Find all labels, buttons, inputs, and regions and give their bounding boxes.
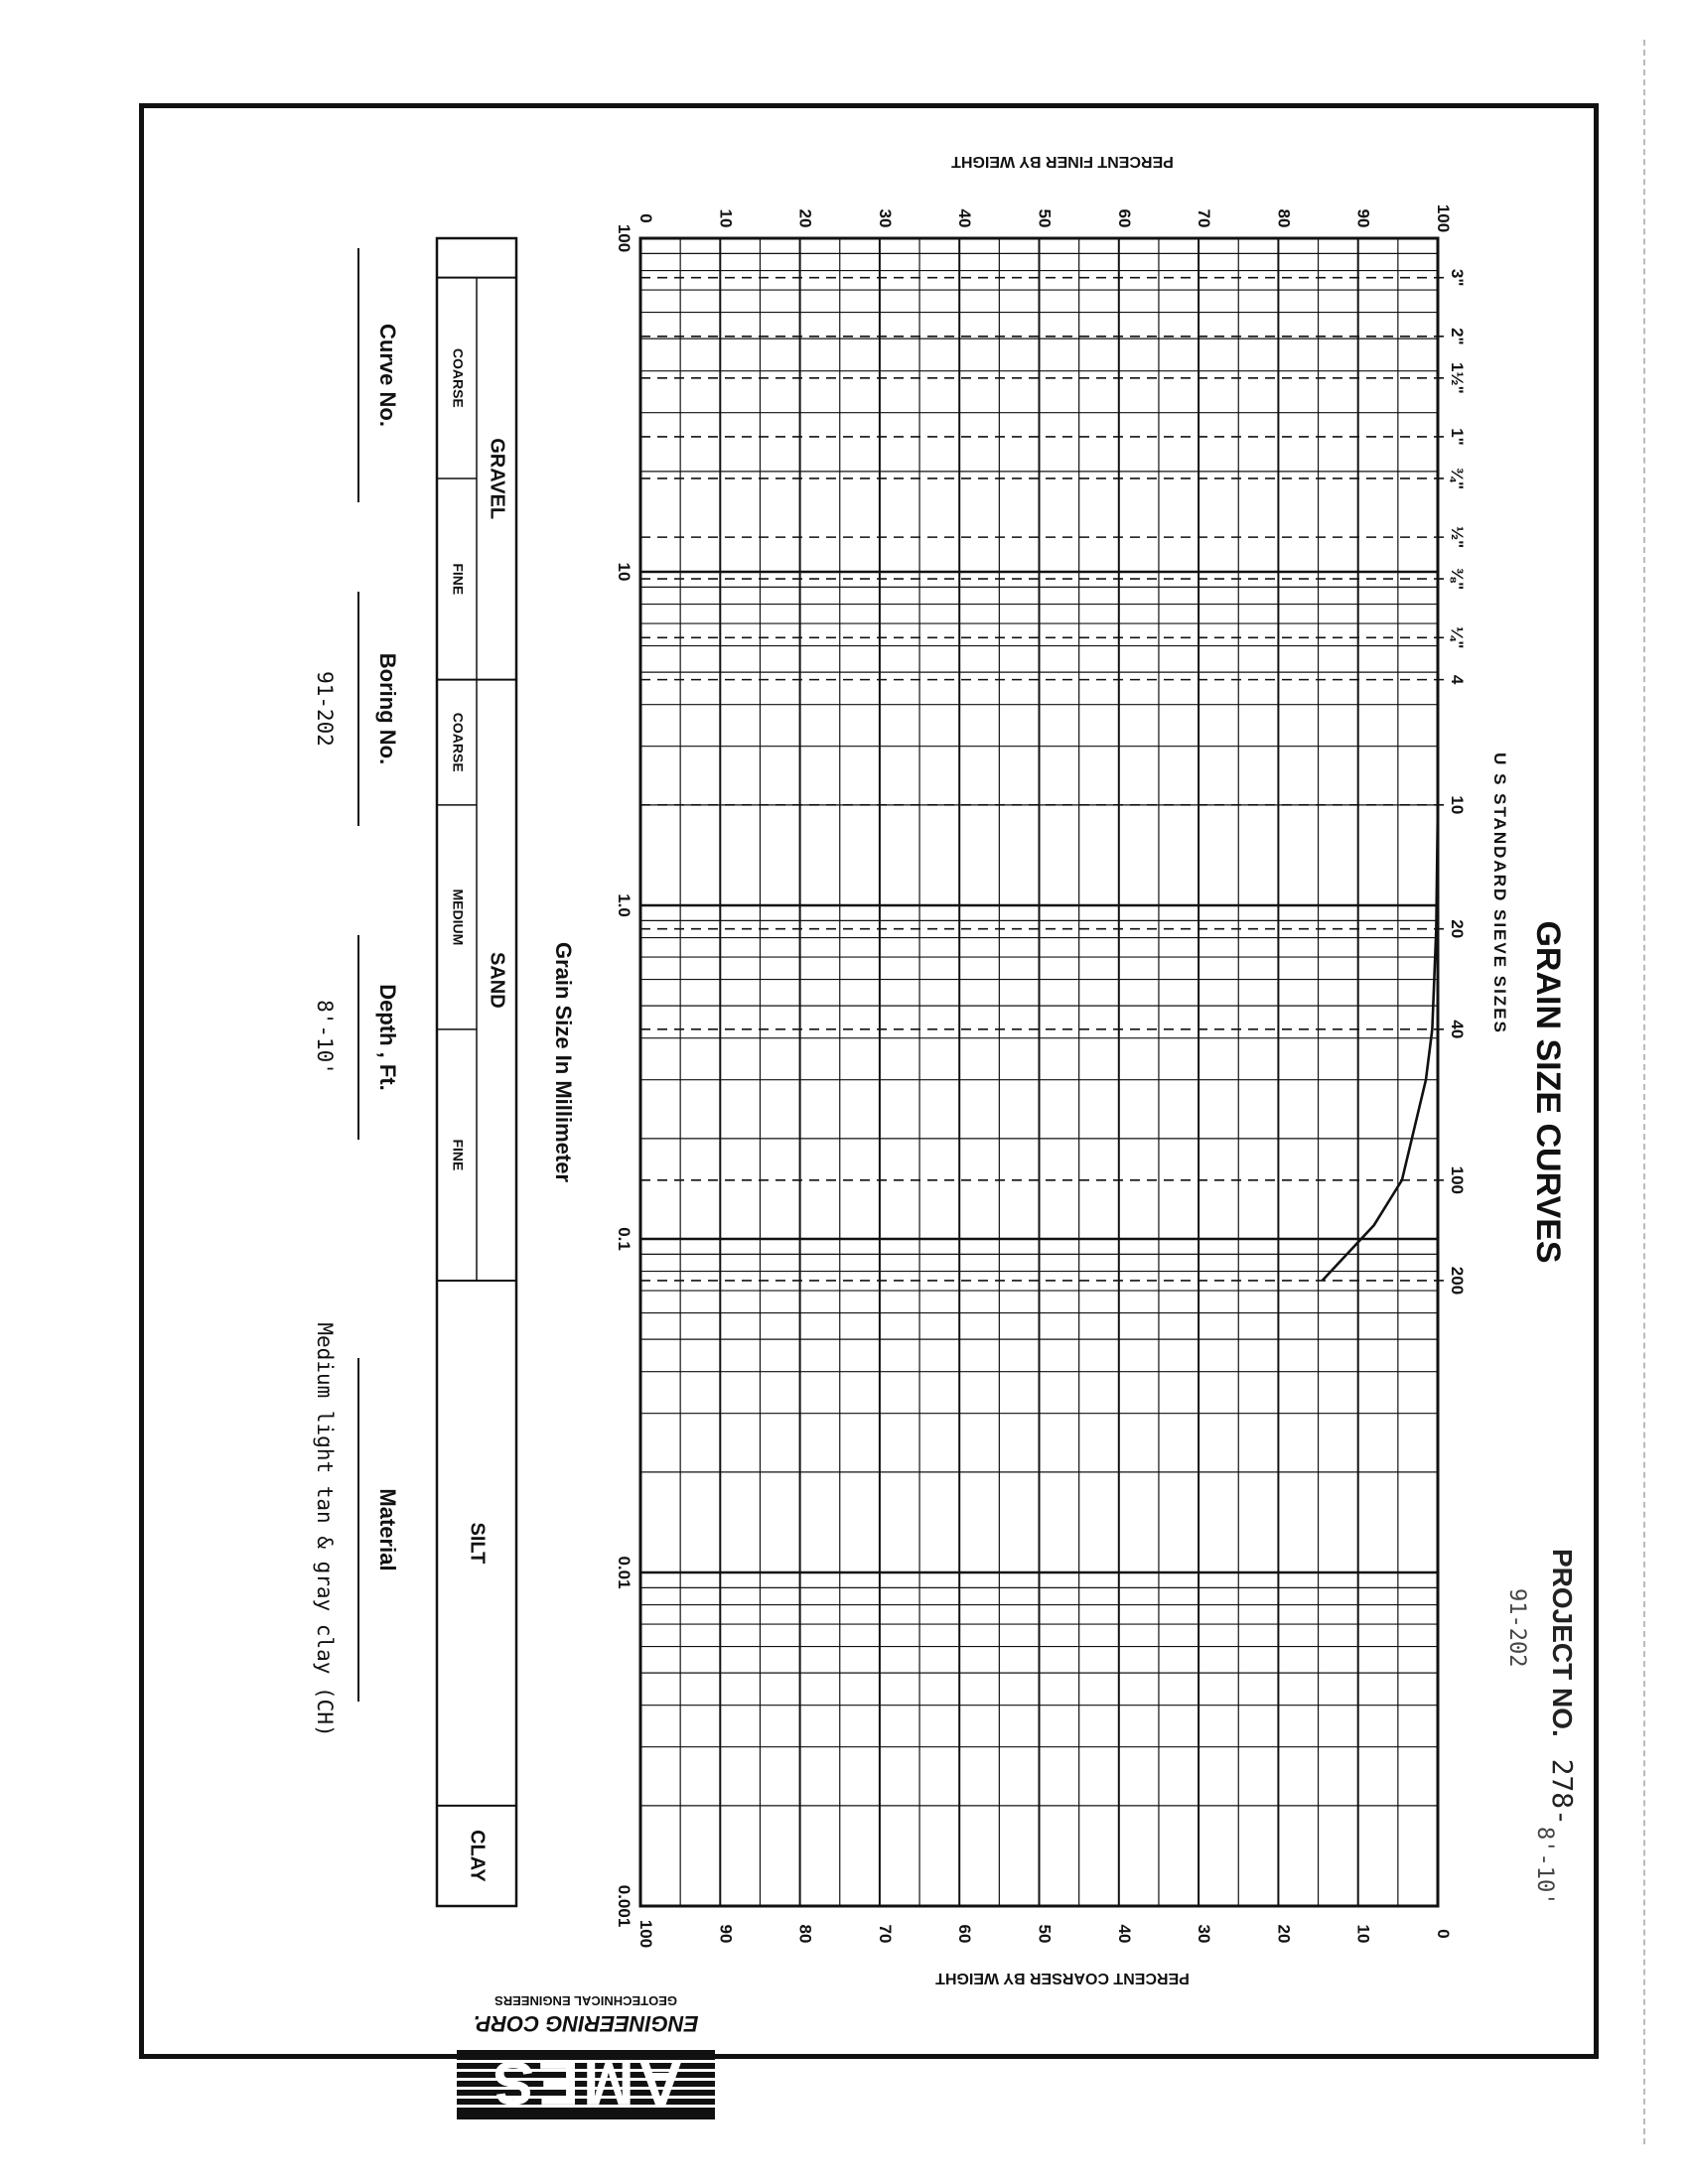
sieve-label: 200 bbox=[1448, 1266, 1467, 1296]
y2-tick-label: 50 bbox=[1035, 1924, 1055, 1944]
y-tick-label: 0 bbox=[636, 213, 655, 223]
project-number-label bbox=[1546, 1549, 1579, 1826]
logo-name: AMES bbox=[489, 2048, 683, 2116]
y2-tick-label: 30 bbox=[1195, 1924, 1214, 1944]
y2-axis-label: PERCENT COARSER BY WEIGHT bbox=[935, 1970, 1190, 1986]
info-value: 91-202 bbox=[313, 671, 337, 747]
logo-company: ENGINEERING CORP. bbox=[473, 2011, 699, 2036]
company-logo bbox=[457, 1993, 715, 2119]
y-tick-label: 40 bbox=[955, 208, 975, 228]
sieve-label: 40 bbox=[1448, 1020, 1467, 1039]
x-axis-label: Grain Size In Millimeter bbox=[551, 941, 576, 1183]
sieve-label: ¾" bbox=[1448, 467, 1467, 490]
y2-tick-label: 90 bbox=[716, 1924, 736, 1944]
y-tick-label: 20 bbox=[795, 208, 815, 228]
class-sand-medium: MEDIUM bbox=[450, 888, 467, 946]
y2-tick-label: 40 bbox=[1114, 1924, 1134, 1944]
sieve-label: 100 bbox=[1448, 1165, 1467, 1195]
sieve-label: ¼" bbox=[1448, 626, 1467, 649]
y2-tick-label: 0 bbox=[1434, 1929, 1453, 1939]
info-header: Material bbox=[375, 1488, 400, 1571]
sieve-layer bbox=[640, 269, 1467, 1295]
x-tick-label: 10 bbox=[615, 562, 634, 582]
y2-tick-label: 80 bbox=[795, 1924, 815, 1944]
class-clay: CLAY bbox=[466, 1830, 489, 1882]
sieve-label: 10 bbox=[1448, 795, 1467, 815]
x-tick-label: 0.01 bbox=[615, 1556, 634, 1589]
y-tick-label: 50 bbox=[1035, 208, 1055, 228]
class-gravel: GRAVEL bbox=[486, 438, 508, 520]
y-tick-label: 100 bbox=[1434, 204, 1453, 233]
sieve-label: ½" bbox=[1448, 525, 1467, 549]
grid-layer bbox=[640, 238, 1438, 1906]
sieve-label: 20 bbox=[1448, 919, 1467, 939]
class-gravel-coarse: COARSE bbox=[450, 347, 467, 408]
curve-layer bbox=[1323, 680, 1438, 1281]
class-sand: SAND bbox=[486, 951, 508, 1009]
y2-tick-label: 60 bbox=[955, 1924, 975, 1944]
chart-title: GRAIN SIZE CURVES bbox=[1529, 920, 1567, 1264]
sieve-label: 2" bbox=[1448, 328, 1467, 345]
info-header: Depth , Ft. bbox=[375, 984, 400, 1091]
tick-layer bbox=[615, 205, 1453, 1948]
handwritten-boring: 91-202 bbox=[1504, 1588, 1529, 1668]
y-tick-label: 10 bbox=[716, 208, 736, 228]
y-tick-label: 60 bbox=[1114, 208, 1134, 228]
sieve-label: 3" bbox=[1448, 268, 1467, 287]
x-tick-label: 100 bbox=[615, 223, 634, 253]
info-header: Boring No. bbox=[375, 652, 400, 765]
class-silt: SILT bbox=[466, 1522, 489, 1565]
y-tick-label: 80 bbox=[1274, 208, 1294, 228]
y-tick-label: 70 bbox=[1195, 208, 1214, 228]
x-tick-label: 0.1 bbox=[615, 1227, 634, 1251]
sieve-label: 1½" bbox=[1448, 361, 1467, 394]
soil-class-table bbox=[437, 238, 516, 1906]
y-axis-label: PERCENT FINER BY WEIGHT bbox=[951, 153, 1174, 170]
info-value: Medium light tan & gray clay (CH) bbox=[313, 1322, 337, 1737]
class-sand-fine: FINE bbox=[450, 1139, 467, 1171]
y2-tick-label: 70 bbox=[875, 1924, 895, 1944]
class-sand-coarse: COARSE bbox=[450, 712, 467, 772]
y-tick-label: 30 bbox=[875, 208, 895, 228]
y2-tick-label: 100 bbox=[636, 1919, 655, 1949]
sieve-label: 4 bbox=[1448, 674, 1467, 685]
sieve-axis-label: U S STANDARD SIEVE SIZES bbox=[1490, 752, 1509, 1034]
class-gravel-fine: FINE bbox=[450, 563, 467, 596]
logo-tagline: GEOTECHNICAL ENGINEERS bbox=[494, 1993, 677, 2008]
y-tick-label: 90 bbox=[1353, 208, 1373, 228]
handwritten-depth: 8'-10' bbox=[1532, 1827, 1557, 1906]
sieve-label: ⅜" bbox=[1448, 567, 1467, 591]
x-tick-label: 0.001 bbox=[615, 1884, 634, 1928]
project-label-text: PROJECT NO. bbox=[1547, 1549, 1578, 1737]
grain-size-curve bbox=[1323, 680, 1438, 1281]
y2-tick-label: 10 bbox=[1353, 1924, 1373, 1944]
info-table bbox=[313, 248, 400, 1737]
x-tick-label: 1.0 bbox=[615, 893, 634, 917]
y2-tick-label: 20 bbox=[1274, 1924, 1294, 1944]
info-header: Curve No. bbox=[375, 324, 400, 427]
project-value-text: 278- bbox=[1546, 1758, 1579, 1827]
info-value: 8'-10' bbox=[313, 1000, 337, 1075]
sieve-label: 1" bbox=[1448, 428, 1467, 446]
